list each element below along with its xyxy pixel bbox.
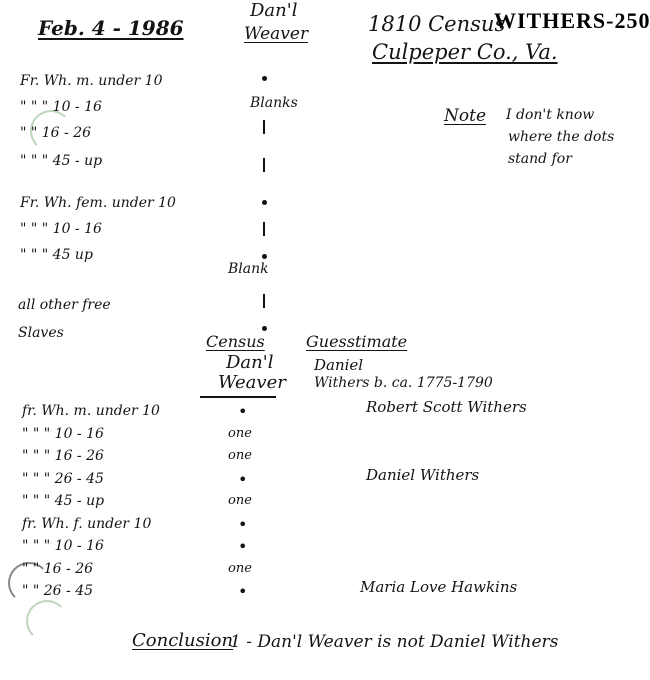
census-tally-mark bbox=[263, 222, 265, 236]
census-dot-mark bbox=[262, 76, 267, 81]
census-tally-mark bbox=[263, 158, 265, 172]
note-date: Feb. 4 - 1986 bbox=[38, 16, 184, 40]
punch-hole-mark bbox=[26, 600, 68, 642]
census-row-label: Slaves bbox=[18, 325, 64, 341]
census-dot-mark: • bbox=[238, 582, 248, 601]
census-row-label: " " " 45 - up bbox=[22, 493, 105, 509]
census-row-label: " " " 26 - 45 bbox=[22, 470, 104, 487]
census-dot-mark bbox=[262, 200, 267, 205]
census-row-label: " " " 45 up bbox=[20, 247, 93, 263]
census-dot-mark bbox=[262, 326, 267, 331]
census-dot-mark: • bbox=[238, 402, 248, 421]
census-blank-mark: Blanks bbox=[250, 95, 298, 111]
census-row-label: " " " 10 - 16 bbox=[22, 538, 104, 554]
note-line-2: where the dots bbox=[508, 129, 615, 145]
census-tally-mark bbox=[263, 294, 265, 308]
census-column-heading: Census bbox=[206, 332, 265, 351]
census-row-label: fr. Wh. f. under 10 bbox=[22, 515, 152, 532]
census-blank-mark: Blank bbox=[228, 261, 269, 277]
census-row-label: " " " 10 - 16 bbox=[20, 99, 102, 115]
conclusion-label: Conclusion bbox=[132, 630, 234, 651]
census-county: Culpeper Co., Va. bbox=[372, 40, 558, 64]
census-count-mark: one bbox=[228, 493, 252, 508]
file-id-label: WITHERS-250 bbox=[494, 8, 650, 33]
census-row-label: fr. Wh. m. under 10 bbox=[22, 403, 160, 419]
census-name-line1: Dan'l bbox=[226, 352, 274, 373]
name-column-heading-line2: Weaver bbox=[244, 24, 309, 44]
name-column-heading-line1: Dan'l bbox=[250, 0, 298, 21]
census-row-label: " " 26 - 45 bbox=[22, 583, 94, 599]
guesstimate-person: Robert Scott Withers bbox=[366, 398, 527, 416]
census-title: 1810 Census bbox=[368, 12, 506, 36]
guesstimate-column-heading: Guesstimate bbox=[306, 332, 408, 351]
guesstimate-person: Daniel Withers bbox=[366, 465, 480, 484]
census-name-line2: Weaver bbox=[218, 372, 286, 393]
guesstimate-person: Maria Love Hawkins bbox=[360, 578, 518, 596]
census-row-label: " " " 10 - 16 bbox=[20, 221, 102, 237]
census-dot-mark: • bbox=[238, 469, 248, 489]
census-row-label: " " " 45 - up bbox=[20, 153, 103, 169]
guess-name-line1: Daniel bbox=[314, 356, 364, 374]
census-row-label: Fr. Wh. m. under 10 bbox=[20, 73, 163, 89]
conclusion-text: 1 - Dan'l Weaver is not Daniel Withers bbox=[230, 632, 559, 652]
note-line-3: stand for bbox=[508, 151, 572, 167]
census-row-label: " " " 10 - 16 bbox=[22, 425, 104, 442]
census-tally-mark bbox=[263, 120, 265, 134]
census-row-label: " " " 16 - 26 bbox=[22, 448, 104, 464]
census-count-mark: one bbox=[228, 425, 252, 441]
census-count-mark: one bbox=[228, 560, 252, 576]
census-row-label: " " 16 - 26 bbox=[20, 125, 92, 141]
census-dot-mark: • bbox=[238, 537, 248, 556]
census-dot-mark bbox=[262, 254, 267, 259]
census-count-mark: one bbox=[228, 448, 252, 463]
note-line-1: I don't know bbox=[506, 107, 595, 123]
census-row-label: all other free bbox=[18, 297, 111, 313]
census-dot-mark: • bbox=[238, 514, 248, 534]
census-row-label: Fr. Wh. fem. under 10 bbox=[20, 195, 176, 211]
heading-rule bbox=[200, 396, 276, 398]
guess-name-line2: Withers b. ca. 1775-1790 bbox=[314, 375, 493, 391]
note-label: Note bbox=[444, 106, 487, 126]
census-row-label: " " 16 - 26 bbox=[22, 560, 94, 577]
